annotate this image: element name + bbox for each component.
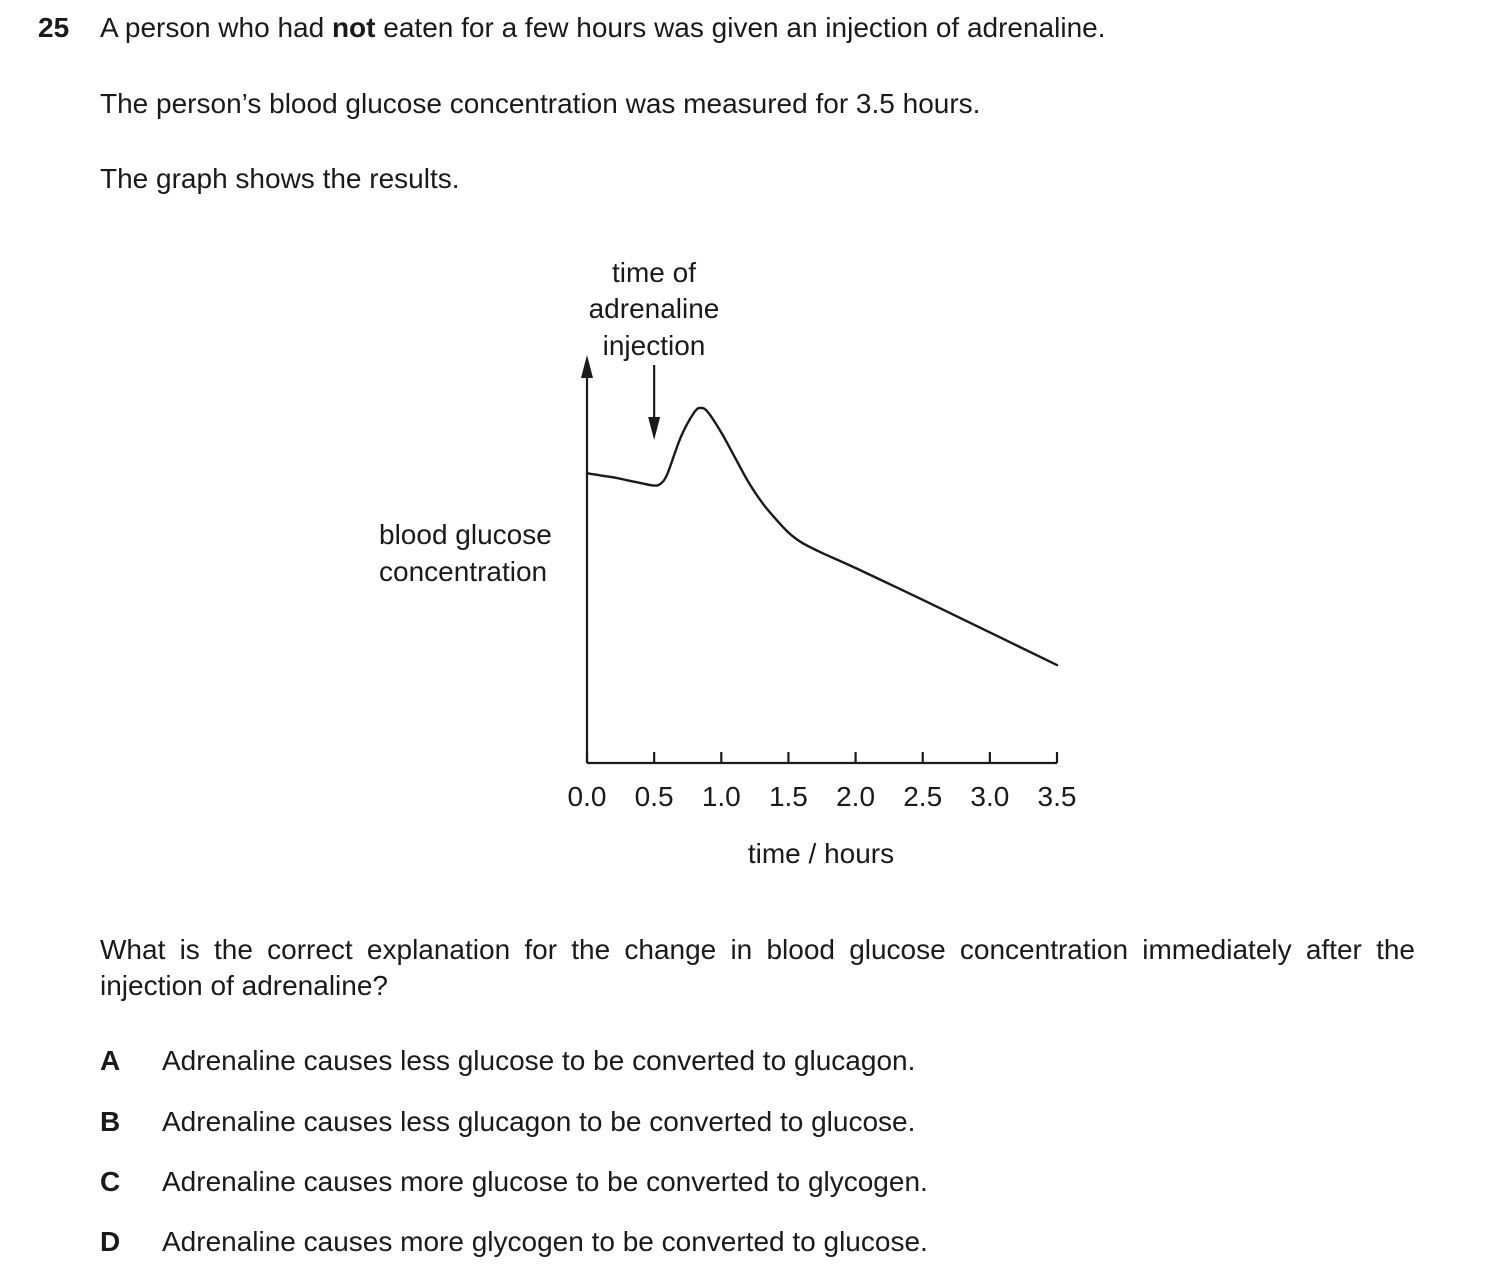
question-number: 25 [38, 12, 70, 43]
y-axis-arrowhead [581, 355, 593, 378]
glucose-series-line [587, 408, 1057, 665]
annotation-line-1: time of [611, 257, 697, 288]
x-tick-label-2: 1.0 [701, 781, 741, 812]
x-tick-label-0: 0.0 [567, 781, 607, 812]
y-axis-label-line-2: concentration [379, 556, 548, 587]
x-axis-label: time / hours [747, 838, 895, 869]
question-context: The person’s blood glucose concentration was measured for 3.5 hours. [100, 88, 981, 119]
option-text: Adrenaline causes less glucose to be converted to glucagon. [162, 1045, 916, 1076]
y-axis-label-line-1: blood glucose [379, 519, 552, 550]
x-tick-label-4: 2.0 [836, 781, 876, 812]
intro-text-bold: not [331, 12, 376, 43]
x-tick-label-7: 3.5 [1037, 781, 1077, 812]
option-text: Adrenaline causes more glycogen to be converted to glucose. [162, 1226, 928, 1257]
x-axis-tick-labels [568, 781, 1077, 812]
question-graph-intro: The graph shows the results. [100, 163, 460, 194]
intro-text-pre: A person who had [100, 12, 332, 43]
option-letter: B [100, 1106, 121, 1137]
option-letter: A [100, 1045, 121, 1076]
option-a[interactable] [100, 1043, 915, 1079]
x-axis-ticks [587, 752, 1057, 763]
option-b[interactable] [100, 1104, 915, 1140]
option-letter: D [100, 1226, 121, 1257]
intro-text-post: eaten for a few hours was given an injection of adrenaline. [375, 12, 1106, 43]
option-text: Adrenaline causes more glucose to be converted to glycogen. [162, 1166, 928, 1197]
annotation-line-3: injection [602, 330, 706, 361]
annotation-arrowhead [648, 417, 660, 440]
x-tick-label-3: 1.5 [768, 781, 808, 812]
annotation-line-2: adrenaline [588, 293, 720, 324]
x-tick-label-6: 3.0 [970, 781, 1010, 812]
option-text: Adrenaline causes less glucagon to be converted to glucose. [162, 1106, 916, 1137]
option-d[interactable] [100, 1224, 928, 1260]
question-prompt: What is the correct explanation for the change in blood glucose concentration immediately after the injection of adrenaline? [100, 934, 1415, 1001]
option-letter: C [100, 1166, 121, 1197]
option-c[interactable] [100, 1164, 928, 1200]
x-tick-label-5: 2.5 [903, 781, 943, 812]
x-tick-label-1: 0.5 [634, 781, 674, 812]
